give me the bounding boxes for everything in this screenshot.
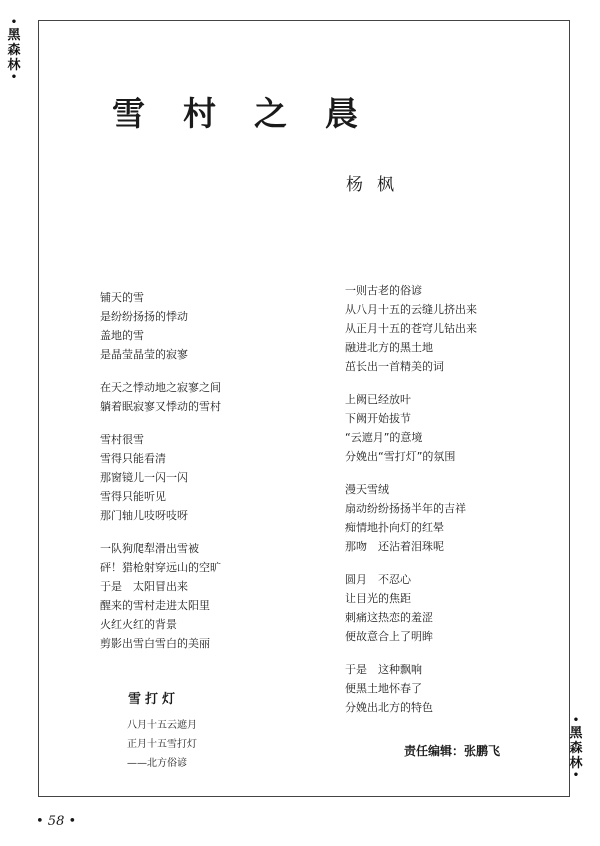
poem-line: 在天之悸动地之寂寥之间 — [100, 381, 221, 394]
poem-line: 融进北方的黑土地 — [345, 341, 433, 354]
poem-line: 是晶莹晶莹的寂寥 — [100, 348, 188, 361]
editor-credit: 责任编辑：张鹏飞 — [404, 744, 501, 758]
note-title: 雪打灯 — [128, 692, 180, 707]
side-tag-char: 林 — [7, 58, 21, 73]
poem-line: 漫天雪绒 — [345, 483, 389, 496]
poem-line: 圆月 不忍心 — [345, 573, 411, 586]
poem-line: 那吻 还沾着泪珠呢 — [345, 540, 444, 553]
poem-line: 从正月十五的苍穹儿钻出来 — [345, 322, 477, 335]
poem-line: 铺天的雪 — [100, 291, 144, 304]
poem-line: 躺着眠寂寥又悸动的雪村 — [100, 400, 221, 413]
side-tag-char: 黑 — [569, 726, 583, 741]
poem-line: 剪影出雪白雪白的美丽 — [100, 637, 210, 650]
poem-line: 醒来的雪村走进太阳里 — [100, 599, 210, 612]
poem-line: 那窗镜儿一闪一闪 — [100, 471, 188, 484]
side-tag-char: 森 — [569, 741, 583, 756]
poem-line: 便故意合上了明眸 — [345, 630, 433, 643]
poem-left-column — [100, 288, 221, 667]
bullet-dot: • — [572, 715, 580, 726]
note-line: ——北方俗谚 — [127, 758, 187, 769]
poem-stanza — [100, 539, 221, 653]
bullet-dot: • — [10, 17, 18, 28]
poem-line: 上阙已经放叶 — [345, 393, 411, 406]
poem-line: 茁长出一首精美的词 — [345, 360, 444, 373]
note-line: 八月十五云遮月 — [127, 720, 197, 731]
poem-line: 于是 这种飘响 — [345, 663, 422, 676]
poem-stanza — [100, 430, 221, 525]
poem-line: 盖地的雪 — [100, 329, 144, 342]
note-line: 正月十五雪打灯 — [127, 739, 197, 750]
page-number: • 58 • — [36, 814, 77, 829]
side-tag-char: 黑 — [7, 28, 21, 43]
magazine-side-tag-left — [6, 18, 22, 83]
poem-line: 火红火红的背景 — [100, 618, 177, 631]
poem-line: 痴情地扑向灯的红晕 — [345, 521, 444, 534]
poem-stanza — [345, 390, 477, 466]
side-tag-char: 林 — [569, 756, 583, 771]
poem-line: 扇动纷纷扬扬半年的吉祥 — [345, 502, 466, 515]
poem-title: 雪村之晨 — [112, 94, 396, 133]
poem-line: 是纷纷扬扬的悸动 — [100, 310, 188, 323]
poem-line: 雪村很雪 — [100, 433, 144, 446]
poem-line: 一队狗爬犁滑出雪被 — [100, 542, 199, 555]
poem-line: 那门轴儿吱呀吱呀 — [100, 509, 188, 522]
poem-line: 刺痛这热恋的羞涩 — [345, 611, 433, 624]
bullet-dot: • — [10, 72, 18, 83]
magazine-side-tag-right — [568, 716, 584, 781]
poem-line: 分娩出“雪打灯”的氛围 — [345, 450, 456, 463]
poem-line: 一则古老的俗谚 — [345, 284, 422, 297]
poem-stanza — [345, 480, 477, 556]
side-tag-char: 森 — [7, 43, 21, 58]
poem-line: 下阙开始拔节 — [345, 412, 411, 425]
poem-stanza — [100, 288, 221, 364]
poem-line: 砰！猎枪射穿远山的空旷 — [100, 561, 221, 574]
poem-line: 从八月十五的云缝儿挤出来 — [345, 303, 477, 316]
poem-line: 便黑土地怀春了 — [345, 682, 422, 695]
poem-stanza — [100, 378, 221, 416]
bullet-dot: • — [572, 770, 580, 781]
poem-author: 杨枫 — [346, 175, 408, 195]
poem-line: 分娩出北方的特色 — [345, 701, 433, 714]
poem-stanza — [345, 660, 477, 717]
poem-stanza — [345, 570, 477, 646]
poem-line: 让目光的焦距 — [345, 592, 411, 605]
note-block — [127, 716, 197, 773]
poem-line: 雪得只能看清 — [100, 452, 166, 465]
poem-line: 于是 太阳冒出来 — [100, 580, 188, 593]
poem-line: “云遮月”的意境 — [345, 431, 423, 444]
poem-line: 雪得只能听见 — [100, 490, 166, 503]
poem-stanza — [345, 281, 477, 376]
poem-right-column — [345, 281, 477, 731]
